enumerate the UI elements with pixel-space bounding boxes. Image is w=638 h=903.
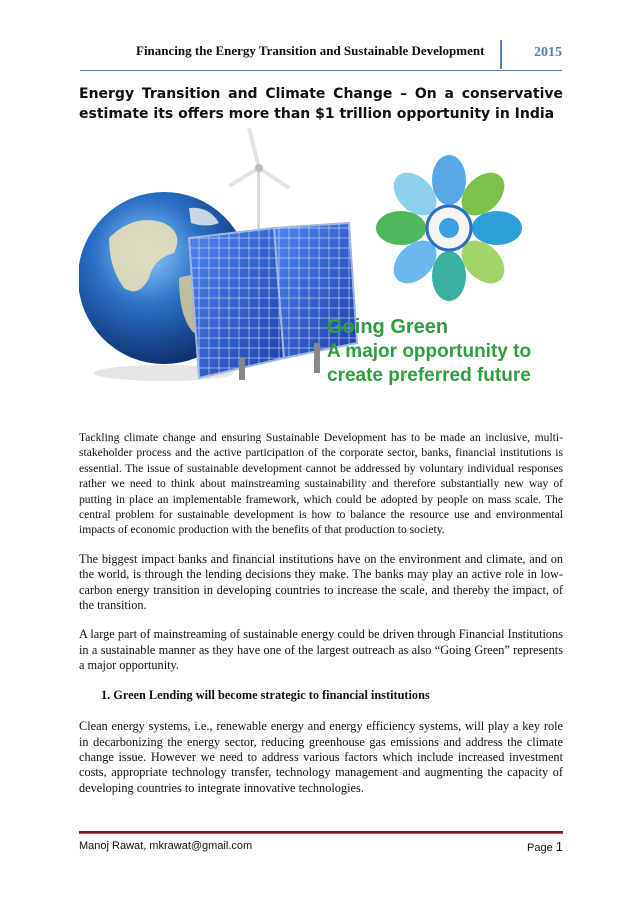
paragraph-1: Tackling climate change and ensuring Sustainable Development has to be made an inclusive, multi-stakeholder process and the active participation of the corporate sector, banks, financial institutions is essential. The issue of sustainable development cannot be addressed by voluntary individual responses rather we need to think about mainstreaming sustainability and therefore substantially new way of putting in place an implementable framework, which could be adopted by people on mass scale. The central problem for sustainable development is how to balance the resource use and environmental impacts of economic production with the benefits of that production to society. — [79, 431, 563, 537]
footer-divider — [79, 831, 563, 834]
figure-caption-going-green: Going Green — [327, 316, 449, 338]
section-heading-green-lending: 1. Green Lending will become strategic to financial institutions — [101, 687, 430, 702]
header-year: 2015 — [500, 40, 562, 69]
footer-page — [520, 839, 563, 854]
paragraph-4: Clean energy systems, i.e., renewable energy and energy efficiency systems, will play a key role in decarbonizing the energy sector, reducing greenhouse gas emissions and address the climate change issue. However we need to address various factors which include increased investment costs, appropriate technology transfer, technology management and augmenting the capacity of developing countries to integrate innovative technologies. — [79, 719, 563, 795]
header-title: Financing the Energy Transition and Sustainable Development — [136, 43, 485, 58]
page-header — [80, 40, 562, 71]
footer-page-label: Page — [527, 842, 553, 854]
footer-page-number: 1 — [555, 839, 563, 854]
footer-author: Manoj Rawat, mkrawat@gmail.com — [79, 840, 253, 852]
going-green-illustration — [79, 128, 563, 390]
document-title: Energy Transition and Climate Change – On a conservative estimate its offers more than $1 trillion opportunity in India — [79, 86, 563, 122]
figure-caption-line3: create preferred future — [327, 365, 531, 386]
paragraph-2: The biggest impact banks and financial institutions have on the environment and climate, and on the world, is through the lending decisions they make. The banks may play an active role in low-carbon energy transition in developing countries to increase the scale, and thereby the impact, of the transition. — [79, 551, 563, 613]
paragraph-3: A large part of mainstreaming of sustainable energy could be driven through Financial Institutions in a sustainable manner as they have one of the largest outreach as also “Going Green” represents a major opportunity. — [79, 627, 563, 673]
document-body — [79, 430, 563, 810]
eco-flower-icon — [376, 155, 522, 301]
figure-caption-line2: A major opportunity to — [327, 341, 532, 362]
illustration-svg — [79, 128, 563, 390]
